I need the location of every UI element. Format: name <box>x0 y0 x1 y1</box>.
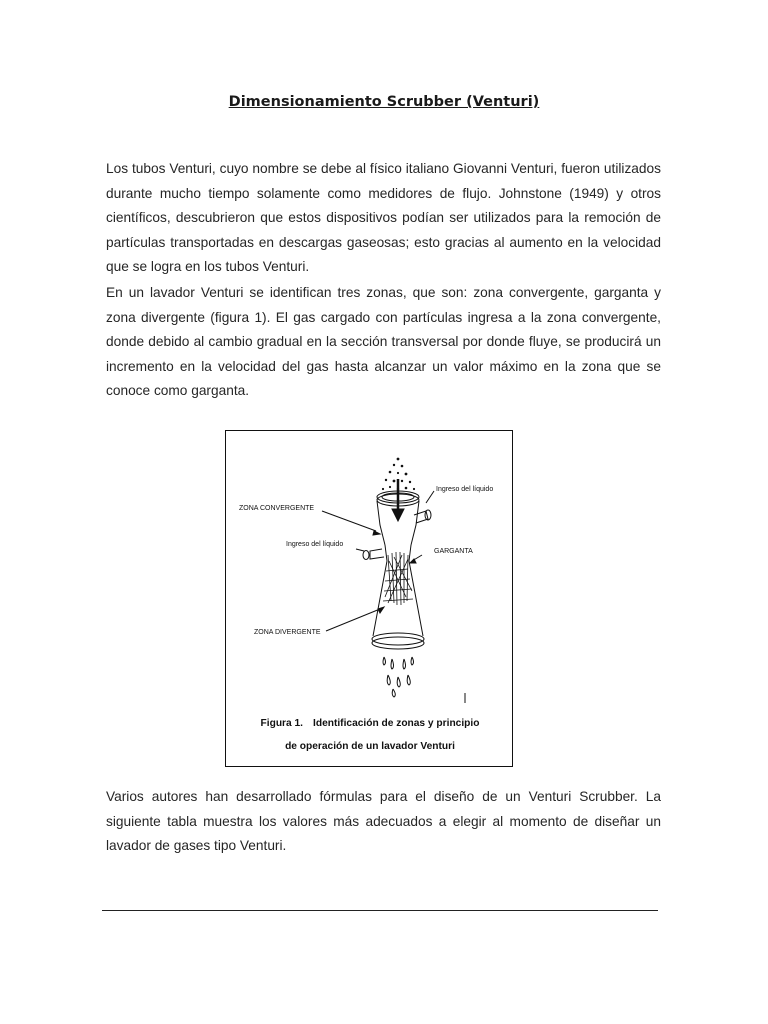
figure-caption-line2: de operación de un lavador Venturi <box>285 741 455 752</box>
label-ingreso-liquido-right: Ingreso del líquido <box>436 486 494 493</box>
figure-caption-line1 <box>226 718 514 729</box>
figure-venturi <box>225 430 513 767</box>
label-garganta: GARGANTA <box>434 548 473 555</box>
paragraph-intro: Los tubos Venturi, cuyo nombre se debe al físico italiano Giovanni Venturi, fueron utilizados durante mucho tiempo solamente como medidores de flujo. Johnstone (1949) y otros científicos, descubrieron que estos dispositivos podían ser utilizados para la remoción de partículas transportadas en descargas gaseosas; esto gracias al aumento en la velocidad que se logra en los tubos Venturi. <box>106 161 661 275</box>
label-zona-divergente: ZONA DIVERGENTE <box>254 629 321 636</box>
figure-caption-text: Identificación de zonas y principio <box>313 718 480 729</box>
footer-rule <box>102 910 658 911</box>
outlet-droplets <box>383 657 414 697</box>
label-zona-convergente: ZONA CONVERGENTE <box>239 505 315 512</box>
page-title: Dimensionamiento Scrubber (Venturi) <box>228 94 540 110</box>
paragraph-table-intro: Varios autores han desarrollado fórmulas para el diseño de un Venturi Scrubber. La siguiente tabla muestra los valores más adecuados a elegir al momento de diseñar un lavador de gases tipo Venturi. <box>106 789 661 854</box>
paragraph-zones: En un lavador Venturi se identifican tres zonas, que son: zona convergente, garganta y zona divergente (figura 1). El gas cargado con partículas ingresa a la zona convergente, donde debido al cambio gradual en la sección transversal por donde fluye, se producirá un incremento en la velocidad del gas hasta alcanzar un valor máximo en la zona que se conoce como garganta. <box>106 285 661 399</box>
figure-number: Figura 1. <box>260 718 304 729</box>
label-ingreso-liquido-left: Ingreso del líquido <box>286 541 344 548</box>
